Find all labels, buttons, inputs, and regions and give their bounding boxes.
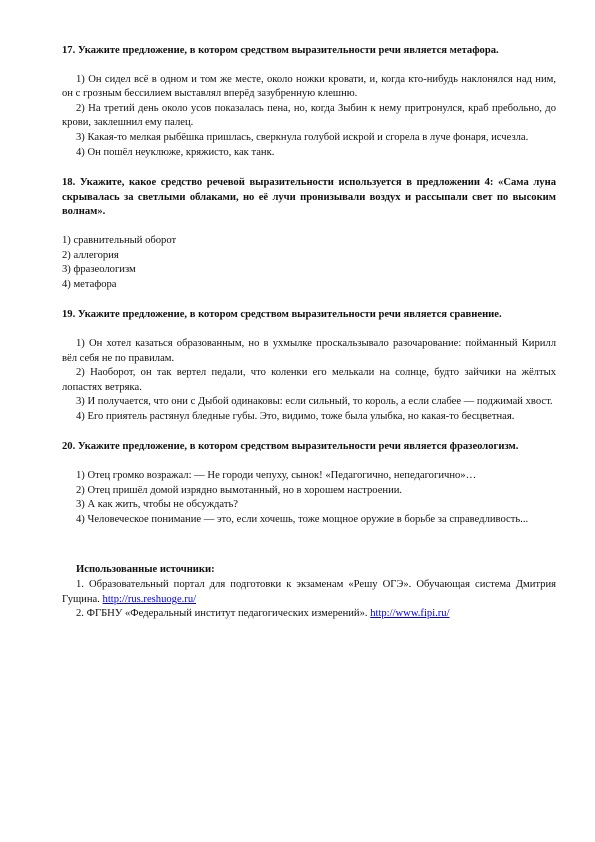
question-17-title: 17. Укажите предложение, в котором средством выразительности речи является метафора. bbox=[62, 45, 499, 56]
question-18-title: 18. Укажите, какое средство речевой выразительности используется в предложении 4: «Сама луна скрывалась за светлыми облаками, но её лучи пронизывали воздух и рассыпали свет по высоким волнам». bbox=[62, 177, 556, 218]
q17-option-3: 3) Какая-то мелкая рыбёшка пришлась, сверкнула голубой искрой и сгорела в луче фонаря, исчезла. bbox=[76, 131, 529, 143]
source-1-link[interactable]: http://rus.reshuoge.ru/ bbox=[102, 593, 197, 605]
q20-option-1: 1) Отец громко возражал: — Не городи чепуху, сынок! «Педагогично, непедагогично»… bbox=[76, 470, 477, 482]
source-1-text: 1. Образовательный портал для подготовки к экзаменам «Решу ОГЭ». Обучающая система Дмитрия Гущина. bbox=[62, 579, 556, 605]
source-2-text: 2. ФГБНУ «Федеральный институт педагогических измерений». bbox=[76, 608, 371, 620]
q18-option-3: 3) фразеологизм bbox=[62, 264, 136, 276]
q19-option-3: 3) И получается, что они с Дыбой одинаковы: если сильный, то король, а если слабее — поджимай хвост. bbox=[76, 396, 553, 408]
question-20-options bbox=[62, 469, 556, 527]
question-19-options bbox=[62, 337, 556, 425]
document-page bbox=[62, 44, 556, 622]
q17-option-1: 1) Он сидел всё в одном и том же месте, около ножки кровати, и, когда кто-нибудь наклонялся над ним, он с грозным бессилием выставлял вперёд зазубренную клешню. bbox=[62, 73, 556, 100]
question-19-title: 19. Укажите предложение, в котором средством выразительности речи является сравнение. bbox=[62, 309, 502, 321]
q18-option-4: 4) метафора bbox=[62, 278, 117, 290]
sources-title: Использованные источники: bbox=[76, 564, 215, 576]
source-item-2 bbox=[62, 607, 556, 622]
sources-section bbox=[62, 563, 556, 621]
q18-option-1: 1) сравнительный оборот bbox=[62, 234, 177, 246]
q19-option-4: 4) Его приятель растянул бледные губы. Это, видимо, тоже была улыбка, но какая-то бесцветная. bbox=[76, 410, 515, 422]
question-18-options bbox=[62, 234, 556, 292]
q19-option-1: 1) Он хотел казаться образованным, но в ухмылке проскальзывало разочарование: пойманный Кирилл вёл себя не по правилам. bbox=[62, 337, 556, 364]
question-17-options bbox=[62, 73, 556, 161]
source-item-1 bbox=[62, 578, 556, 607]
q20-option-2: 2) Отец пришёл домой изрядно вымотанный, но в хорошем настроении. bbox=[76, 484, 403, 496]
q18-option-2: 2) аллегория bbox=[62, 249, 119, 261]
q20-option-4: 4) Человеческое понимание — это, если хочешь, тоже мощное оружие в борьбе за справедливость... bbox=[76, 513, 529, 525]
q17-option-4: 4) Он пошёл неуклюже, кряжисто, как танк. bbox=[76, 146, 275, 158]
q20-option-3: 3) А как жить, чтобы не обсуждать? bbox=[76, 499, 238, 511]
q17-option-2: 2) На третий день около усов показалась пена, но, когда Зыбин к нему притронулся, краб пребольно, до крови, заклешнил ему палец. bbox=[62, 102, 556, 129]
q19-option-2: 2) Наоборот, он так вертел педали, что коленки его мелькали на солнце, будто зайчики на жёлтых лопастях ветряка. bbox=[62, 367, 556, 393]
question-20-title: 20. Укажите предложение, в котором средством выразительности речи является фразеологизм. bbox=[62, 441, 519, 453]
source-2-link[interactable]: http://www.fipi.ru/ bbox=[370, 608, 450, 620]
